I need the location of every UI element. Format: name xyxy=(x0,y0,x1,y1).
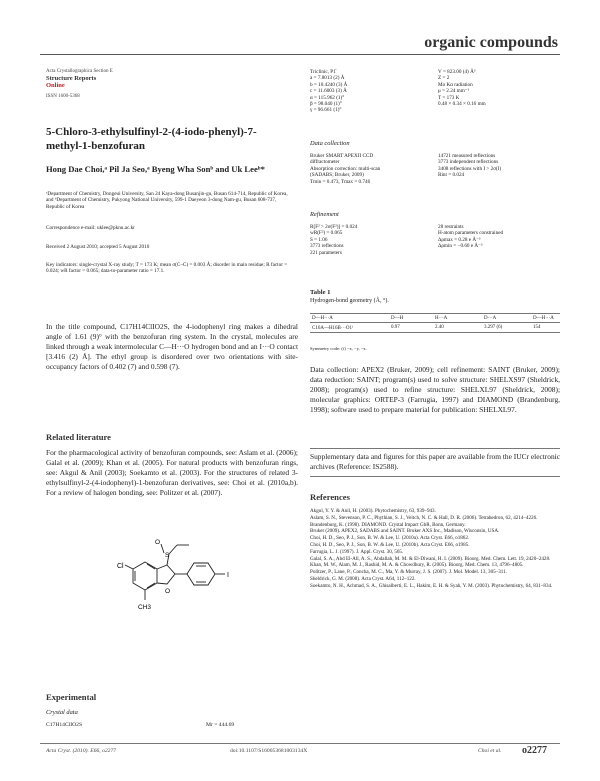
footer-author: Choi et al. xyxy=(478,748,502,754)
cell-b: b = 10.4240 (3) Å xyxy=(310,81,348,88)
reflections-count: 3773 reflections xyxy=(310,243,344,250)
cell-a: a = 7.8013 (2) Å xyxy=(310,75,345,82)
cell-c: c = 11.6003 (3) Å xyxy=(310,88,347,95)
benzene-ring xyxy=(133,562,157,590)
absorption-correction: Absorption correction: multi-scan xyxy=(310,165,381,172)
cell-gamma: γ = 96.661 (1)° xyxy=(310,107,342,114)
footer-citation: Acta Cryst. (2010). E66, o2277 xyxy=(46,748,117,754)
r-factor: R[F² > 2σ(F²)] = 0.024 xyxy=(310,224,358,230)
crystal-data xyxy=(310,69,560,114)
section-title: organic compounds xyxy=(424,34,558,51)
reference-item: Aslam, S. N., Stevenson, P. C., Phythian, S. J., Veitch, N. C. & Hall, D. R. (2006). Tetrahedron, 62, 4214–4226. xyxy=(310,514,538,521)
series-title: Structure Reports xyxy=(46,75,97,82)
table-cell: 0.97 xyxy=(389,323,433,333)
table-caption: Table 1 xyxy=(310,289,331,296)
table-header: D—H xyxy=(389,314,433,323)
cell-beta: β = 98.040 (1)° xyxy=(310,101,342,108)
measured-reflections: 14721 measured reflections xyxy=(438,153,496,159)
data-collection-right xyxy=(438,153,501,185)
data-collection-heading: Data collection xyxy=(310,140,350,147)
crystal-data-right xyxy=(438,69,486,114)
reference-item: Khan, M. W., Alam, M. J., Rashid, M. A. & Chowdhury, R. (2005). Bioorg. Med. Chem. 13, 4796–4805. xyxy=(310,562,524,569)
refinement-right xyxy=(438,224,503,256)
formula: C17H14ClIO2S xyxy=(46,722,83,728)
data-collection-left xyxy=(310,153,438,185)
affiliations: ᵃDepartment of Chemistry, Dongeui University, San 24 Kaya-dong Busanjin-gu, Busan 614-714, Republic of Korea, and ᵇDepartment of Chemistry, Pukyong National University, 599-1 Daeyeon 3-dong Nam-gu, Busan 608-737, Republic of Korea xyxy=(46,191,288,210)
table-header: D—H···A xyxy=(310,314,389,323)
table-subtitle: Hydrogen-bond geometry (Å, °). xyxy=(310,298,389,304)
furan-oxygen-label: O xyxy=(165,588,171,595)
reference-list xyxy=(310,508,560,590)
cell-alpha: α = 115.962 (1)° xyxy=(310,94,345,101)
mu-value: μ = 2.24 mm⁻¹ xyxy=(438,88,470,95)
correspondence: Correspondence e-mail: uklee@pknu.ac.kr xyxy=(46,225,135,231)
z-value: Z = 2 xyxy=(438,75,450,82)
molar-mass: Mr = 444.69 xyxy=(206,722,235,728)
supplementary-rule xyxy=(310,448,560,449)
chemical-structure xyxy=(105,532,255,622)
header-rule xyxy=(40,54,560,55)
key-indicators: Key indicators: single-crystal X-ray study; T = 173 K; mean σ(C–C) = 0.003 Å; disorder in main residue; R factor = 0.024; wR factor = 0.065; data-to-parameter ratio = 17.1. xyxy=(46,262,288,275)
author-list: Hong Dae Choi,ᵃ Pil Ja Seo,ᵃ Byeng Wha Sonᵇ and Uk Leeᵇ* xyxy=(46,164,265,174)
absorption-source: (SADABS; Bruker, 2009) xyxy=(310,172,364,179)
footer-rule xyxy=(40,743,560,744)
rint: Rint = 0.024 xyxy=(438,172,465,179)
reference-item: Galal, S. A., Abd El-All, A. S., Abdallah, M. M. & El-Diwani, H. I. (2009). Bioorg. Med. Chem. Lett. 19, 2420–2428. xyxy=(310,555,551,562)
data-collection xyxy=(310,153,560,185)
wr-factor: wR(F²) = 0.065 xyxy=(310,230,343,237)
related-literature-text: For the pharmacological activity of benzofuran compounds, see: Aslam et al. (2006); Galal et al. (2009); Khan et al. (2005). For natural products with benzofuran rings, see: Akgul & Anil (2003); Soekamto et al. (2003). For the structures of related 3-ethylsulfinyl-2-(4-iodophenyl)-1-benzofuran derivatives, see: Choi et al. (2010a,b). For a review of halogen bonding, see: Politzer et al. (2007). xyxy=(46,448,298,497)
rho-min: Δρmin = −0.60 e Å⁻³ xyxy=(438,243,483,250)
crystal-data-left xyxy=(310,69,438,114)
methyl-label: CH3 xyxy=(138,604,152,611)
crystal-data-heading: Crystal data xyxy=(46,709,78,716)
diffractometer: Bruker SMART APEXII CCD xyxy=(310,153,374,159)
journal-name: Acta Crystallographica Section E xyxy=(46,69,113,74)
software-text: Data collection: APEX2 (Bruker, 2009); cell refinement: SAINT (Bruker, 2009); data reduction: SAINT; program(s) used to solve structure: SHELXS97 (Sheldrick, 2008); program(s) used to refine structure: SHELXL97 (Sheldrick, 2008); molecular graphics: ORTEP-3 (Farrugia, 1997) and DIAMOND (Brandenburg, 1998); software used to prepare material for publication: SHELXL97. xyxy=(310,365,560,414)
table-footnote: Symmetry code: (i) −x, −y, −z. xyxy=(310,346,367,351)
chlorine-label: Cl xyxy=(117,563,124,570)
independent-reflections: 3773 independent reflections xyxy=(438,159,499,166)
issn: ISSN 1600-5368 xyxy=(46,94,80,99)
table-header: D—H···A xyxy=(531,314,560,323)
goodness-of-fit: S = 1.06 xyxy=(310,236,328,243)
refinement xyxy=(310,224,560,256)
reference-item: Brandenburg, K. (1998). DIAMOND. Crystal Impact GbR, Bonn, Germany. xyxy=(310,521,466,528)
diffractometer-cont: diffractometer xyxy=(310,159,340,166)
furan-ring xyxy=(157,565,175,584)
abstract: In the title compound, C17H14ClIO2S, the 4-iodophenyl ring makes a dihedral angle of 1.61 (9)° with the benzofuran ring system. In the crystal, molecules are linked through a weak intermolecular C—H···O hydrogen bond and an I···O contact [3.416 (2) Å]. The ethyl group is disordered over two orientations with site-occupancy factors of 0.402 (7) and 0.598 (7). xyxy=(46,322,298,371)
restraints: 28 restraints xyxy=(438,224,464,230)
reference-item: Politzer, P., Lane, P., Concha, M. C., Ma, Y. & Murray, J. S. (2007). J. Mol. Model. 13, 305–311. xyxy=(310,569,507,576)
reference-item: Soekamto, N. H., Achmad, S. A., Ghisalberti, E. L., Hakim, E. H. & Syah, Y. M. (2003). Phytochemistry, 64, 831–834. xyxy=(310,582,553,589)
supplementary-rule-bottom xyxy=(310,476,560,477)
table-cell: 154 xyxy=(531,323,560,333)
rho-max: Δρmax = 0.28 e Å⁻³ xyxy=(438,236,481,243)
reference-item: Farrugia, L. J. (1997). J. Appl. Cryst. 30, 565. xyxy=(310,548,404,555)
supplementary-text: Supplementary data and figures for this paper are available from the IUCr electronic archives (Reference: IS2588). xyxy=(310,452,560,471)
sulfur-label: S xyxy=(165,552,170,559)
sulfinyl-oxygen-label: O xyxy=(155,539,161,546)
temperature: T = 173 K xyxy=(438,94,460,101)
received-date: Received 2 August 2010; accepted 5 August 2010 xyxy=(46,244,150,250)
table-cell: C16A—H16B···O1ⁱ xyxy=(310,323,389,333)
footer-doi: doi:10.1107/S160053681003134X xyxy=(230,748,308,754)
reference-item: Choi, H. D., Seo, P. J., Son, B. W. & Lee, U. (2010a). Acta Cryst. E66, o1862. xyxy=(310,535,470,542)
formula-row xyxy=(46,722,298,728)
paper-title: 5-Chloro-3-ethylsulfinyl-2-(4-iodo-phenyl)-7-methyl-1-benzofuran xyxy=(46,126,257,152)
table-row xyxy=(310,323,560,333)
page-number: o2277 xyxy=(522,745,547,756)
experimental-heading: Experimental xyxy=(46,692,97,702)
table-cell: 3.297 (6) xyxy=(482,323,531,333)
refinement-left xyxy=(310,224,438,256)
reference-item: Choi, H. D., Seo, P. J., Son, B. W. & Lee, U. (2010b). Acta Cryst. E66, o1985. xyxy=(310,541,470,548)
online-label: Online xyxy=(46,82,65,89)
reference-item: Akgul, Y. Y. & Anil, H. (2003). Phytochemistry, 63, 939–943. xyxy=(310,508,436,514)
table-cell: 2.40 xyxy=(433,323,482,333)
masthead xyxy=(46,69,298,99)
observed-reflections: 3408 reflections with I > 2σ(I) xyxy=(438,165,502,172)
refinement-heading: Refinement xyxy=(310,211,339,218)
parameters-count: 221 parameters xyxy=(310,249,342,256)
crystal-size: 0.48 × 0.34 × 0.16 mm xyxy=(438,101,486,108)
reference-item: Sheldrick, G. M. (2008). Acta Cryst. A64, 112–122. xyxy=(310,575,416,582)
hydrogen-bond-table xyxy=(310,313,560,333)
table-header: H···A xyxy=(433,314,482,323)
table-header-row xyxy=(310,314,560,323)
related-literature-heading: Related literature xyxy=(46,432,111,442)
transmission: Tmin = 0.473, Tmax = 0.746 xyxy=(310,178,371,185)
h-atom-params: H-atom parameters constrained xyxy=(438,230,504,237)
references-heading: References xyxy=(310,492,350,502)
radiation: Mo Kα radiation xyxy=(438,81,473,88)
iodine-label: I xyxy=(227,572,229,579)
cell-volume: V = 823.00 (4) Å³ xyxy=(438,69,476,75)
reference-item: Bruker (2009). APEX2, SADABS and SAINT. Bruker AXS Inc., Madison, Wisconsin, USA. xyxy=(310,528,500,535)
crystal-system: Triclinic, P1̄ xyxy=(310,69,336,75)
table-header: D···A xyxy=(482,314,531,323)
